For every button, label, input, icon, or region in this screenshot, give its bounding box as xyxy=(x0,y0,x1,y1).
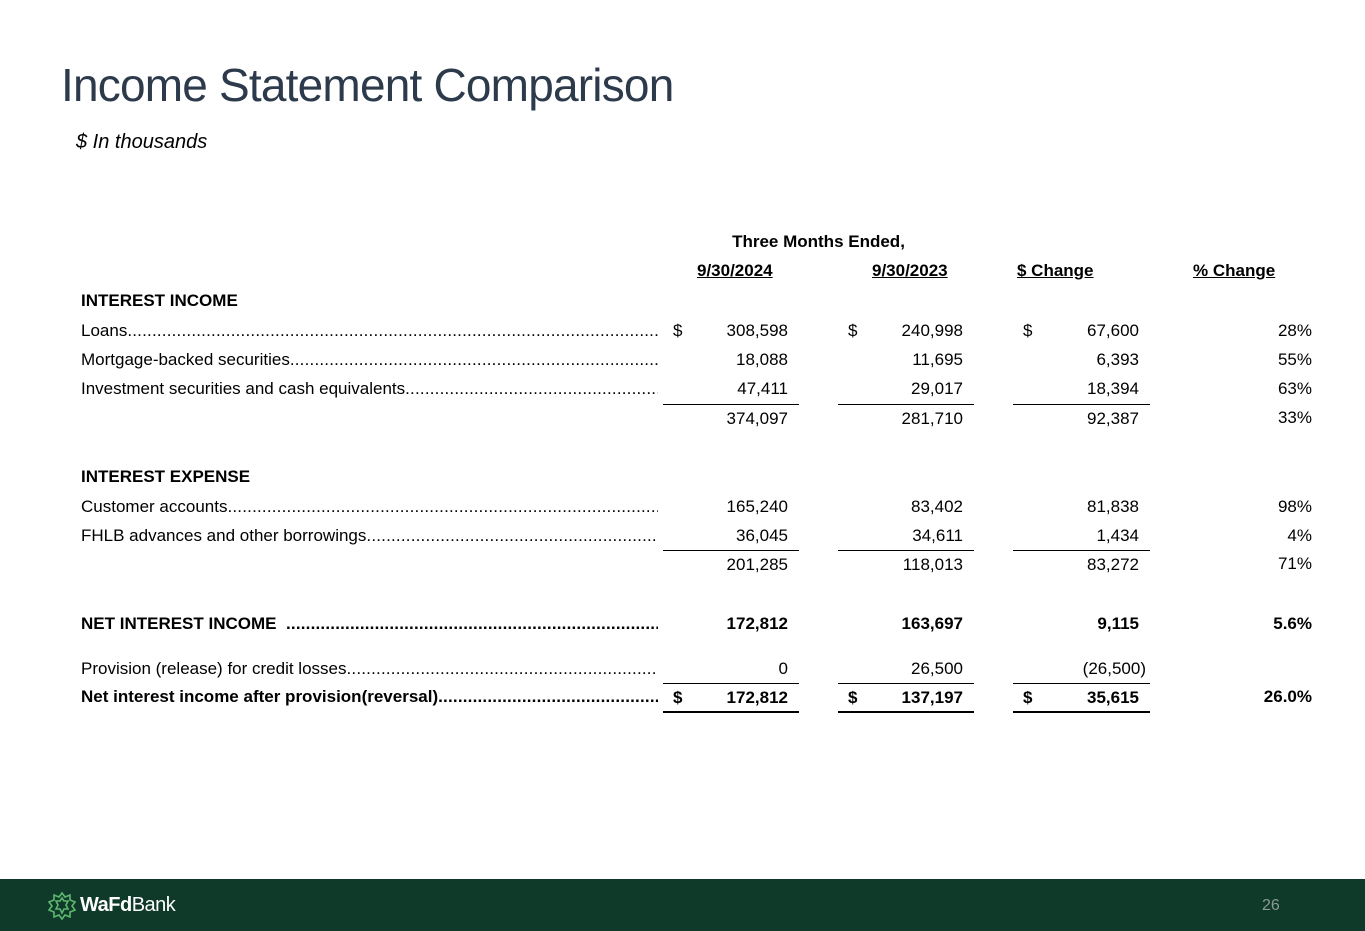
cell-2024: $ 308,598 xyxy=(673,321,788,340)
table-group-header: Three Months Ended, xyxy=(732,232,905,251)
row-label: Customer accounts ..... xyxy=(81,496,658,518)
row-label: Investment securities and cash equivalents ..... xyxy=(81,378,658,400)
cell-dollar-change: 83,272 xyxy=(1013,550,1150,578)
cell-percent-change: 98% xyxy=(1277,497,1312,516)
row-label: NET INTEREST INCOME ..... xyxy=(81,613,658,635)
row-interest-income-total xyxy=(0,404,1365,433)
cell-2023: $ 137,197 xyxy=(838,683,974,713)
cell-2023: 34,611 xyxy=(912,526,963,545)
row-net-interest-income xyxy=(0,610,1365,639)
cell-2024: 165,240 xyxy=(726,497,788,516)
cell-dollar-change: 92,387 xyxy=(1013,404,1150,432)
column-header-2024: 9/30/2024 xyxy=(697,261,773,280)
cell-dollar-change: 9,115 xyxy=(1097,614,1139,633)
cell-dollar-change: 81,838 xyxy=(1087,497,1139,516)
cell-percent-change xyxy=(1160,655,1312,682)
cell-2024: 47,411 xyxy=(737,379,788,398)
cell-2023: 83,402 xyxy=(911,497,963,516)
cell-2024: 172,812 xyxy=(726,614,788,633)
row-label: Mortgage-backed securities ..... xyxy=(81,349,658,371)
cell-2023: $ 240,998 xyxy=(848,321,963,340)
cell-2023: 11,695 xyxy=(912,350,963,369)
row-label: Net interest income after provision(reversal) ..... xyxy=(81,686,658,708)
row-label: Provision (release) for credit losses ..... xyxy=(81,658,658,680)
cell-2024: 18,088 xyxy=(736,350,788,369)
cell-2024: 201,285 xyxy=(663,550,799,578)
cell-dollar-change: $ 67,600 xyxy=(1023,321,1139,340)
row-interest-expense-total xyxy=(0,550,1365,579)
row-net-interest-income-after-provision xyxy=(0,683,1365,712)
cell-percent-change: 26.0% xyxy=(1263,687,1312,706)
row-loans xyxy=(0,317,1365,346)
wafd-logo-icon xyxy=(46,891,78,921)
cell-2023: 29,017 xyxy=(911,379,963,398)
section-interest-income: INTEREST INCOME xyxy=(81,291,238,310)
column-header-2023: 9/30/2023 xyxy=(872,261,948,280)
cell-dollar-change: $ 35,615 xyxy=(1013,683,1150,713)
cell-percent-change: 28% xyxy=(1277,321,1312,340)
column-header-percent-change: % Change xyxy=(1193,261,1276,280)
cell-2023: 118,013 xyxy=(838,550,974,578)
cell-percent-change: 5.6% xyxy=(1273,614,1312,633)
page-number: 26 xyxy=(1262,897,1280,914)
cell-2023: 163,697 xyxy=(901,614,963,633)
row-mortgage-backed-securities xyxy=(0,346,1365,375)
cell-dollar-change: (26,500) xyxy=(1082,659,1146,678)
cell-dollar-change: 1,434 xyxy=(1096,526,1139,545)
cell-2024: 374,097 xyxy=(663,404,799,432)
row-label: Loans ..... xyxy=(81,320,658,342)
row-label: FHLB advances and other borrowings ..... xyxy=(81,525,658,547)
cell-2024: 0 xyxy=(778,659,788,678)
row-customer-accounts xyxy=(0,493,1365,522)
cell-percent-change: 63% xyxy=(1277,379,1312,398)
row-investment-securities xyxy=(0,375,1365,404)
row-fhlb-advances xyxy=(0,522,1365,551)
cell-percent-change: 4% xyxy=(1287,526,1312,545)
cell-2024: 36,045 xyxy=(736,526,788,545)
cell-2023: 26,500 xyxy=(911,659,963,678)
column-header-dollar-change: $ Change xyxy=(1017,261,1094,280)
section-interest-expense: INTEREST EXPENSE xyxy=(81,467,251,486)
cell-2023: 281,710 xyxy=(838,404,974,432)
cell-2024: $ 172,812 xyxy=(663,683,799,713)
row-provision xyxy=(0,655,1365,684)
cell-dollar-change: 6,393 xyxy=(1096,350,1139,369)
page-title: Income Statement Comparison xyxy=(61,59,674,111)
wafd-bank-logo: WaFdBank xyxy=(80,894,176,916)
cell-percent-change: 71% xyxy=(1277,554,1312,573)
cell-percent-change: 33% xyxy=(1277,408,1312,427)
cell-dollar-change: 18,394 xyxy=(1087,379,1139,398)
cell-percent-change: 55% xyxy=(1277,350,1312,369)
page-subtitle: $ In thousands xyxy=(76,131,208,153)
footer-bar xyxy=(0,879,1365,931)
